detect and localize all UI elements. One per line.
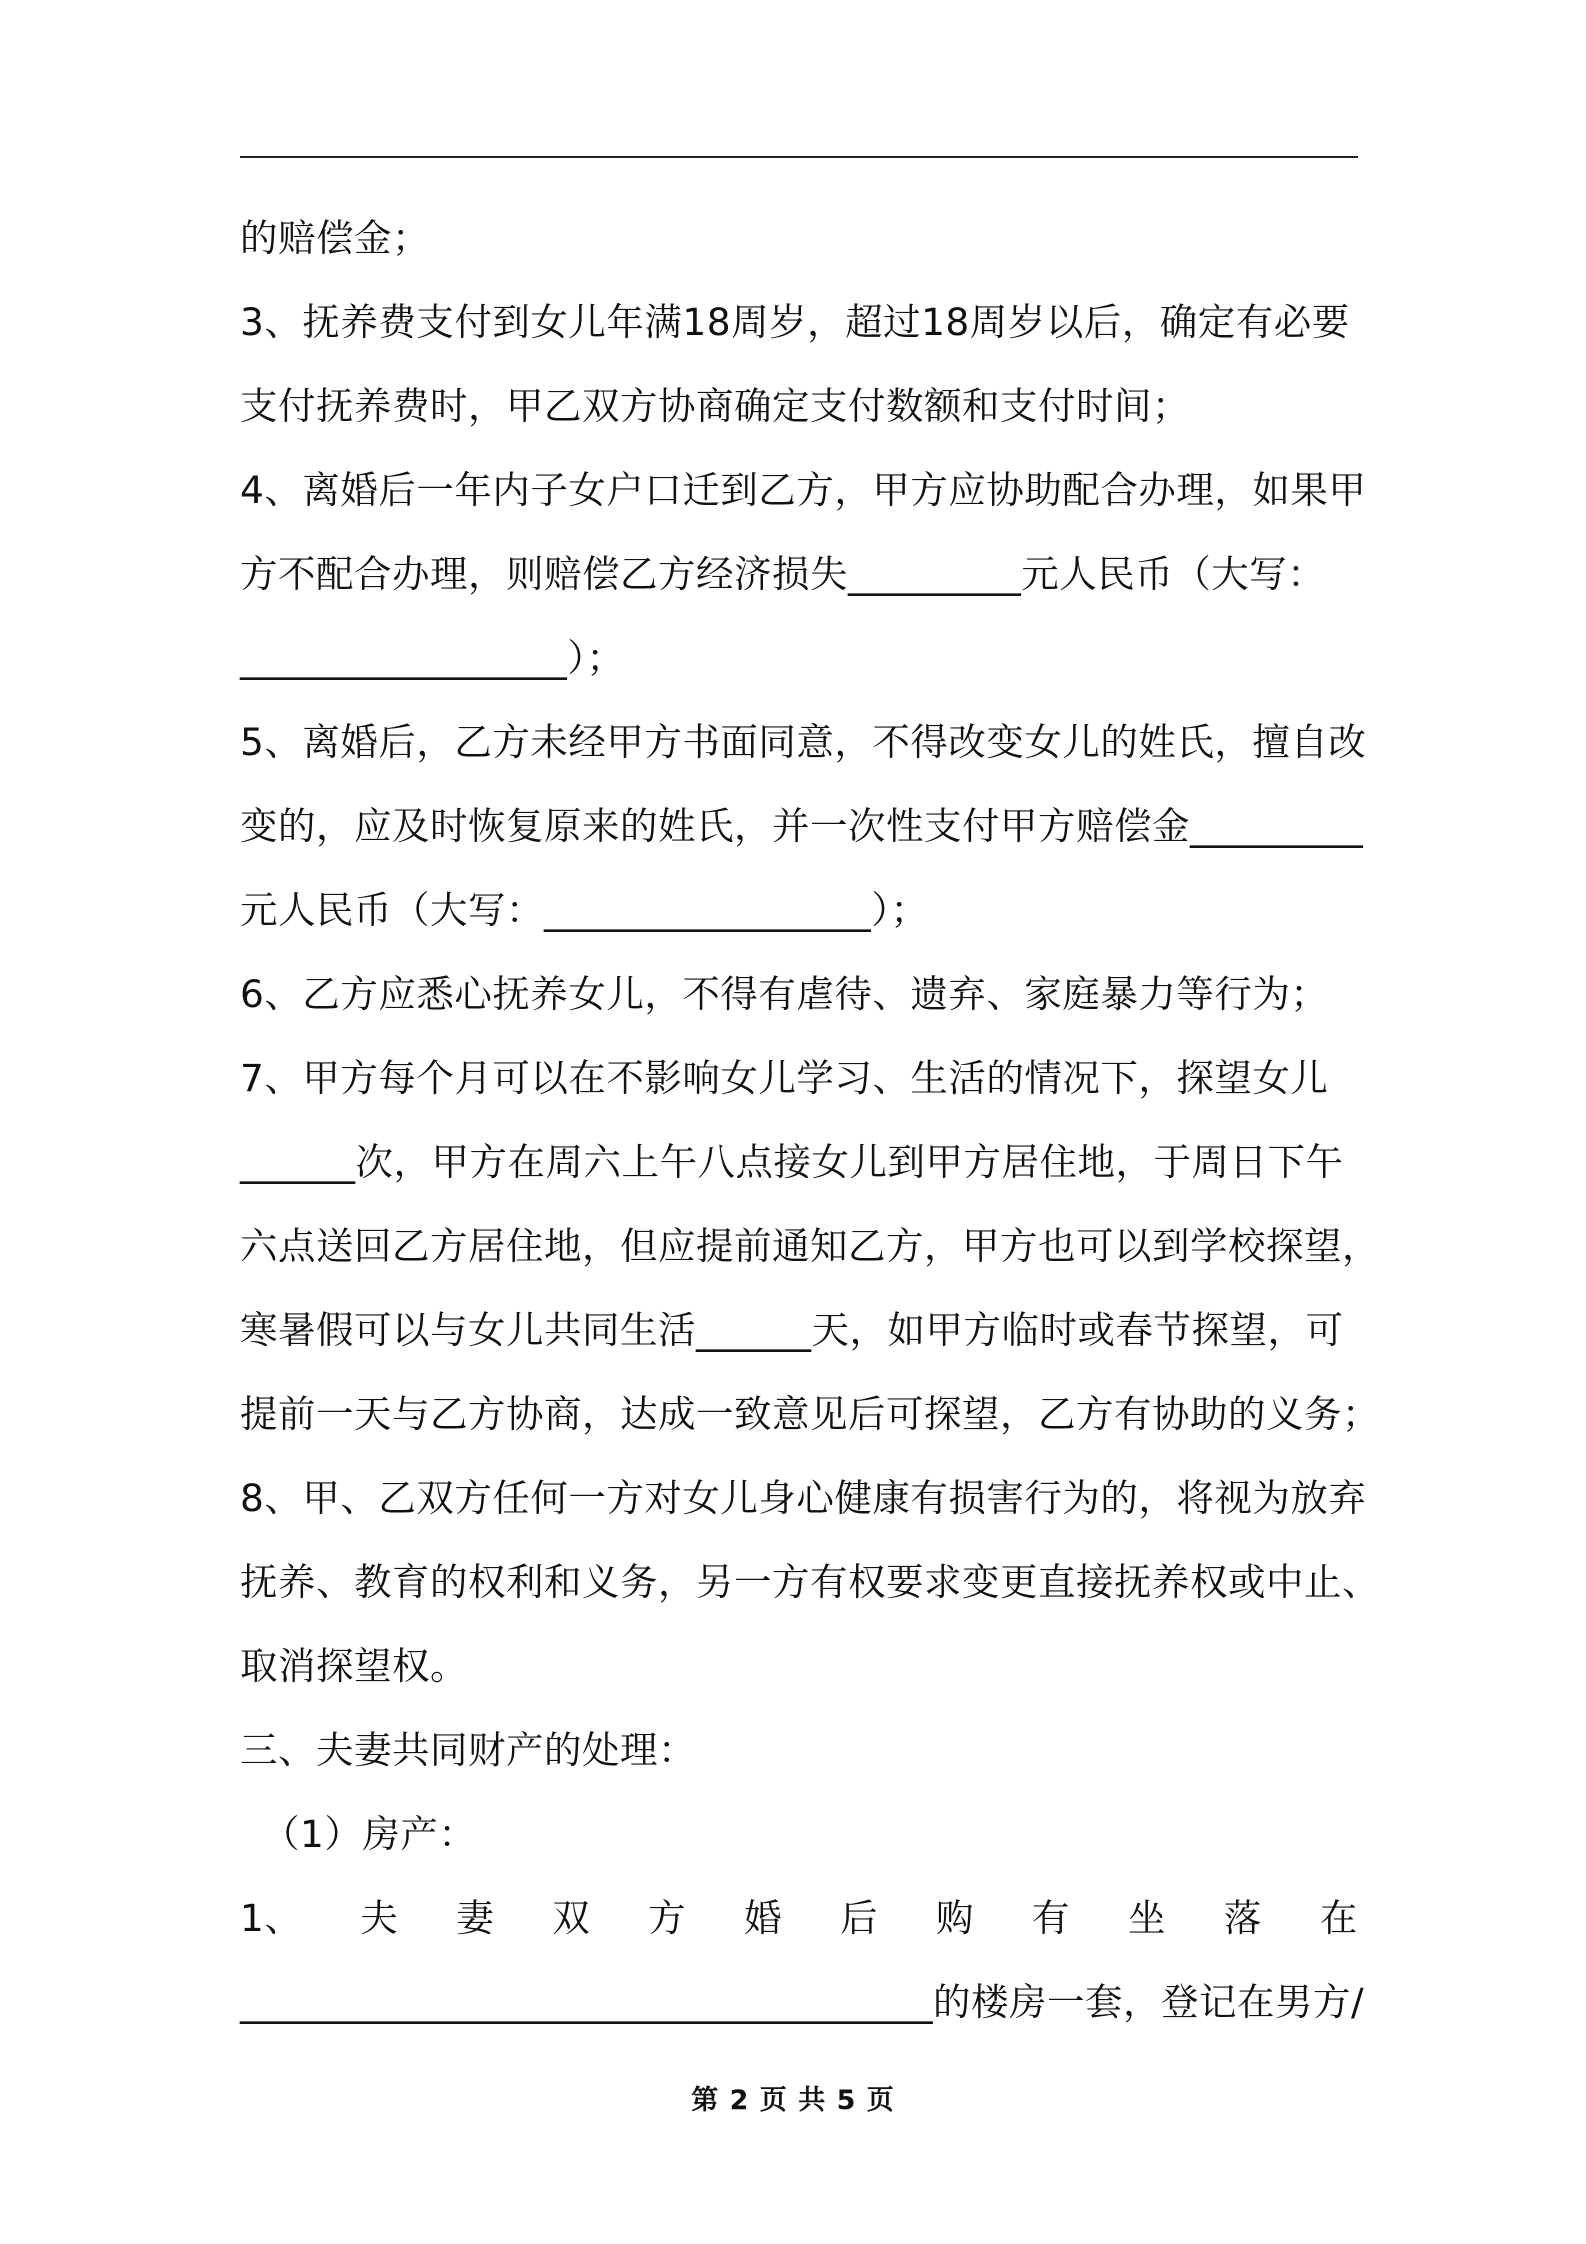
char: 双: [552, 1896, 591, 1940]
char: 妻: [456, 1896, 495, 1940]
char: 方: [648, 1896, 687, 1940]
justified-text-line: [240, 1876, 1358, 1960]
text-line: 4、离婚后一年内子女户口迁到乙方，甲方应协助配合办理，如果甲: [240, 468, 1367, 512]
text-line: 抚养、教育的权利和义务，另一方有权要求变更直接抚养权或中止、: [240, 1560, 1380, 1604]
page-number-footer: 第 2 页 共 5 页: [691, 2085, 895, 2116]
text-line: 的赔偿金；: [240, 216, 430, 260]
text-line: 8、甲、乙双方任何一方对女儿身心健康有损害行为的，将视为放弃: [240, 1476, 1367, 1520]
char: 有: [1031, 1896, 1070, 1940]
document-body: [240, 196, 1380, 2044]
text-line: 取消探望权。: [240, 1644, 468, 1688]
char: 在: [1319, 1896, 1358, 1940]
char: 坐: [1127, 1896, 1166, 1940]
text-line: 方不配合办理，则赔偿乙方经济损失_________元人民币（大写：: [240, 552, 1326, 596]
char: 购: [936, 1896, 975, 1940]
text-line: 6、乙方应悉心抚养女儿，不得有虐待、遗弃、家庭暴力等行为；: [240, 972, 1329, 1016]
text-line: 3、抚养费支付到女儿年满18周岁，超过18周岁以后，确定有必要: [240, 300, 1350, 344]
header-rule: [240, 156, 1358, 158]
text-line: 支付抚养费时，甲乙双方协商确定支付数额和支付时间；: [240, 384, 1190, 428]
char: 夫: [360, 1896, 399, 1940]
section-heading: 三、夫妻共同财产的处理：: [240, 1728, 696, 1772]
text-line: 7、甲方每个月可以在不影响女儿学习、生活的情况下，探望女儿: [240, 1056, 1329, 1100]
text-line: 5、离婚后，乙方未经甲方书面同意，不得改变女儿的姓氏，擅自改: [240, 720, 1367, 764]
text-line: 变的，应及时恢复原来的姓氏，并一次性支付甲方赔偿金_________: [240, 804, 1364, 848]
text-line: _________________）；: [240, 636, 625, 680]
char: 后: [840, 1896, 879, 1940]
text-line: ____________________________________的楼房一套，登记在男方/: [240, 1980, 1365, 2024]
char: 1、: [240, 1896, 303, 1940]
text-line: 提前一天与乙方协商，达成一致意见后可探望，乙方有协助的义务；: [240, 1392, 1380, 1436]
char: 婚: [744, 1896, 783, 1940]
text-line: 六点送回乙方居住地，但应提前通知乙方，甲方也可以到学校探望，: [240, 1224, 1380, 1268]
subsection-heading: （1）房产：: [262, 1812, 477, 1856]
text-line: 寒暑假可以与女儿共同生活______天，如甲方临时或春节探望，可: [240, 1308, 1344, 1352]
char: 落: [1223, 1896, 1262, 1940]
text-line: ______次，甲方在周六上午八点接女儿到甲方居住地，于周日下午: [240, 1140, 1344, 1184]
text-line: 元人民币（大写：_________________）；: [240, 888, 929, 932]
